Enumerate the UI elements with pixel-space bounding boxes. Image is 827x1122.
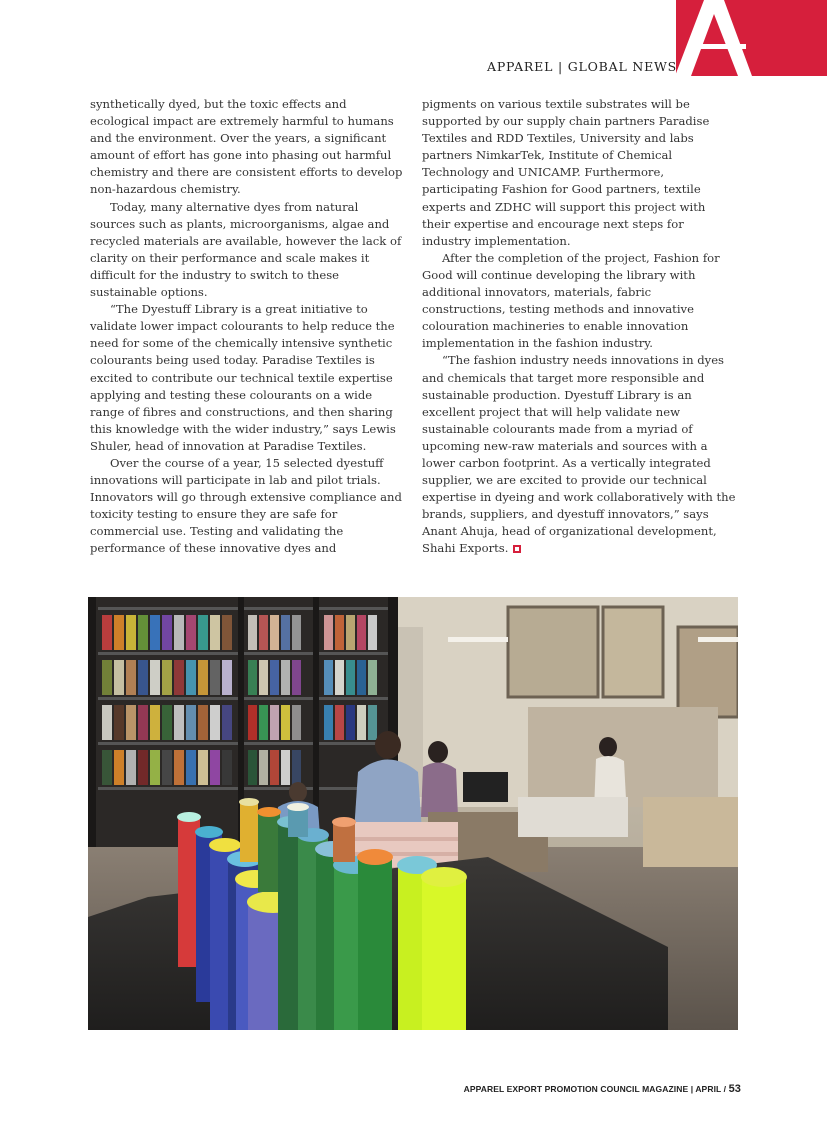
paragraph: synthetically dyed, but the toxic effects and ecological impact are extremely harmful to humans and the environment. Over the years, a significant amount of effort has gone into phasing out harmful chemistry and there are consistent efforts to develop non-hazardous chemistry.	[90, 97, 403, 197]
magazine-logo-block	[676, 0, 827, 76]
paragraph: “The Dyestuff Library is a great initiative to validate lower impact colourants to help reduce the need for some of the chemically intensive synthetic colourants being used today. Paradise Textiles is excited to contribute our technical textile expertise applying and testing these colourants on a wide range of fibres and constructions, and then sharing this knowledge with the wider industry,” says Lewis Shuler, head of innovation at Paradise Textiles.	[90, 302, 396, 453]
footer-magazine-name: APPAREL EXPORT PROMOTION COUNCIL MAGAZINE | APRIL /	[463, 1084, 729, 1094]
section-label: APPAREL | GLOBAL NEWS	[487, 59, 678, 74]
paragraph-text: “The fashion industry needs innovations in dyes and chemicals that target more responsible and sustainable production. Dyestuff Library is an excellent project that will help validate new sustainable colourants made from a myriad of upcoming new-raw materials and sources with a lower carbon footprint. As a vertically integrated supplier, we are excited to provide our technical expertise in dyeing and work collaboratively with the brands, suppliers, and dyestuff innovators,” says Anant Ahuja, head of organizational development, Shahi Exports.	[422, 353, 736, 556]
paragraph: Over the course of a year, 15 selected dyestuff innovations will participate in lab and pilot trials. Innovators will go through extensive compliance and toxicity testing to ensure they are safe for commercial use. Testing and validating the performance of these innovative dyes and	[90, 455, 402, 556]
paragraph: Today, many alternative dyes from natural sources such as plants, microorganisms, algae and recycled materials are available, however the lack of clarity on their performance and scale makes it difficult for the industry to switch to these sustainable options.	[90, 199, 402, 300]
paragraph: After the completion of the project, Fashion for Good will continue developing the library with additional innovators, materials, fabric constructions, testing methods and innovative colouration machineries to enable innovation implementation in the fashion industry.	[422, 250, 720, 351]
letter-a-logo-icon	[676, 0, 827, 76]
article-column-right	[422, 96, 736, 558]
thread-library-photo	[88, 597, 738, 1030]
article-column-left	[90, 96, 404, 558]
paragraph	[422, 352, 736, 557]
paragraph: pigments on various textile substrates will be supported by our supply chain partners Paradise Textiles and RDD Textiles, University and labs partners NimkarTek, Institute of Chemical Technology and UNICAMP. Furthermore, participating Fashion for Good partners, textile experts and ZDHC will support this project with their expertise and encourage next steps for industry implementation.	[422, 97, 710, 248]
article-photo	[88, 597, 738, 1030]
page-number: 53	[728, 1083, 741, 1095]
end-of-article-icon	[513, 545, 521, 553]
page-footer	[464, 1083, 741, 1095]
